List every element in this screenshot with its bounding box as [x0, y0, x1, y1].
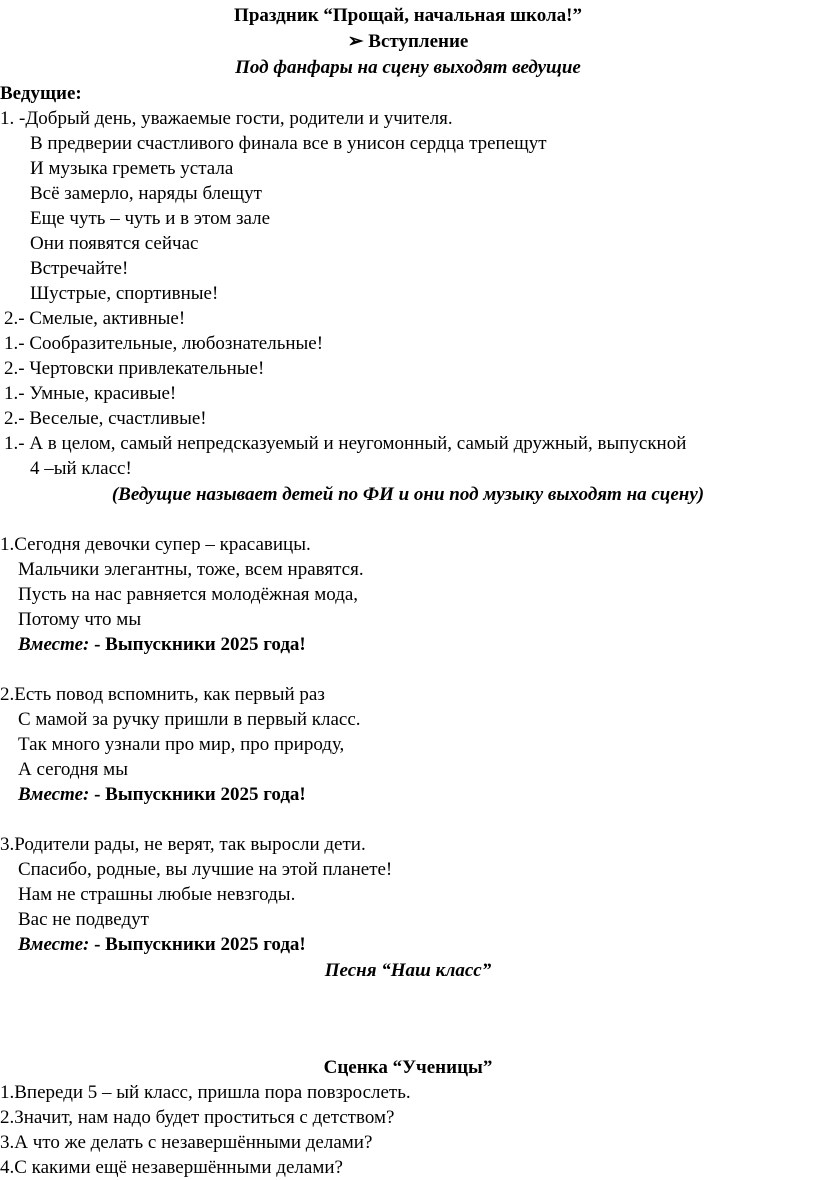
text-line: Всё замерло, наряды блещут [30, 183, 262, 204]
text-line: Спасибо, родные, вы лучшие на этой планете! [18, 859, 393, 880]
text-line: И музыка греметь устала [30, 158, 234, 179]
text-line: Мальчики элегантны, тоже, всем нравятся. [18, 559, 364, 580]
together-line [18, 782, 306, 807]
text-line: 1.Впереди 5 – ый класс, пришла пора повзрослеть. [0, 1082, 411, 1103]
together-line [18, 932, 306, 957]
song-title: Песня “Наш класс” [324, 960, 492, 981]
text-line: Еще чуть – чуть и в этом зале [30, 208, 270, 229]
text-line: А сегодня мы [18, 759, 128, 780]
text-line: 4.С какими ещё незавершёнными делами? [0, 1157, 343, 1178]
text-line: 2.- Чертовски привлекательные! [4, 358, 265, 379]
text-line: 2.- Смелые, активные! [4, 308, 186, 329]
hosts-heading: Ведущие: [0, 83, 82, 104]
text-line: 1.- А в целом, самый непредсказуемый и неугомонный, самый дружный, выпускной [4, 433, 687, 454]
text-line: Нам не страшны любые невзгоды. [18, 884, 296, 905]
text-line: 1.- Умные, красивые! [4, 383, 177, 404]
text-line: В предверии счастливого финала все в унисон сердца трепещут [30, 133, 547, 154]
text-line: Они появятся сейчас [30, 233, 199, 254]
text-line: С мамой за ручку пришли в первый класс. [18, 709, 361, 730]
text-line: 2.Значит, нам надо будет проститься с детством? [0, 1107, 395, 1128]
text-line: Потому что мы [18, 609, 142, 630]
together-label: Вместе: [18, 934, 90, 955]
document-title: Праздник “Прощай, начальная школа!” [234, 5, 582, 26]
text-line: 1.Сегодня девочки супер – красавицы. [0, 534, 311, 555]
text-line: Пусть на нас равняется молодёжная мода, [18, 584, 359, 605]
text-line: Так много узнали про мир, про природу, [18, 734, 345, 755]
together-line [18, 632, 306, 657]
together-text: - Выпускники 2025 года! [89, 634, 306, 655]
text-line: Шустрые, спортивные! [30, 283, 219, 304]
section-label: Вступление [368, 31, 469, 52]
stage-direction: (Ведущие называет детей по ФИ и они под музыку выходят на сцену) [111, 484, 705, 505]
text-line: 1. -Добрый день, уважаемые гости, родители и учителя. [0, 108, 453, 129]
together-label: Вместе: [18, 634, 90, 655]
section-heading-intro [0, 29, 816, 54]
text-line: 2.Есть повод вспомнить, как первый раз [0, 684, 325, 705]
together-text: - Выпускники 2025 года! [89, 784, 306, 805]
text-line: 2.- Веселые, счастливые! [4, 408, 207, 429]
together-text: - Выпускники 2025 года! [89, 934, 306, 955]
scene-title: Сценка “Ученицы” [323, 1057, 493, 1078]
stage-direction: Под фанфары на сцену выходят ведущие [235, 57, 581, 78]
text-line: Вас не подведут [18, 909, 149, 930]
text-line: Встречайте! [30, 258, 129, 279]
text-line: 4 –ый класс! [30, 458, 132, 479]
text-line: 1.- Сообразительные, любознательные! [4, 333, 324, 354]
text-line: 3.Родители рады, не верят, так выросли дети. [0, 834, 366, 855]
arrow-bullet-icon: ➢ [347, 31, 364, 52]
text-line: 3.А что же делать с незавершёнными делами? [0, 1132, 373, 1153]
together-label: Вместе: [18, 784, 90, 805]
